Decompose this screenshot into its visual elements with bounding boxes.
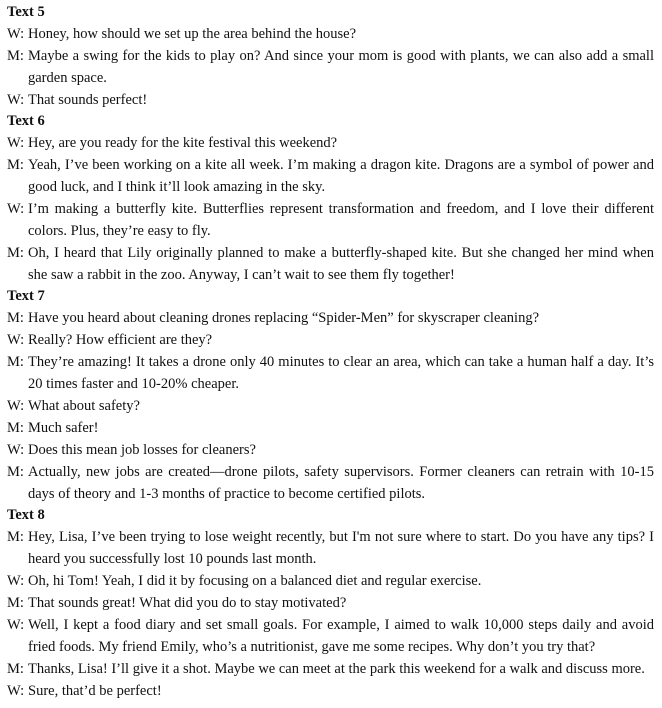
dialogue-line — [7, 45, 654, 89]
speaker-label: W: — [7, 617, 25, 633]
dialogue-line — [7, 89, 654, 111]
speaker-label: M: — [7, 661, 24, 677]
utterance-text: Actually, new jobs are created—drone pilots, safety supervisors. Former cleaners can retrain with 10-15 days of theory and 1-3 months of practice to become certified pilots. — [28, 464, 654, 502]
speaker-label: W: — [7, 92, 25, 108]
utterance-text: That sounds great! What did you do to stay motivated? — [28, 595, 347, 611]
utterance-text: Does this mean job losses for cleaners? — [28, 442, 256, 458]
speaker-label: M: — [7, 420, 24, 436]
speaker-label: M: — [7, 48, 24, 64]
speaker-label: M: — [7, 354, 24, 370]
speaker-label: M: — [7, 245, 24, 261]
dialogue-section — [7, 111, 654, 286]
utterance-text: Really? How efficient are they? — [28, 332, 213, 348]
utterance-text: They’re amazing! It takes a drone only 40 minutes to clear an area, which can take a human half a day. It’s 20 times faster and 10-20% cheaper. — [28, 354, 654, 392]
dialogue-line — [7, 592, 654, 614]
dialogue-line — [7, 198, 654, 242]
speaker-label: W: — [7, 573, 25, 589]
utterance-text: That sounds perfect! — [28, 92, 148, 108]
dialogue-section — [7, 505, 654, 702]
dialogue-line — [7, 461, 654, 505]
utterance-text: Maybe a swing for the kids to play on? And since your mom is good with plants, we can also add a small garden space. — [28, 48, 654, 86]
utterance-text: Thanks, Lisa! I’ll give it a shot. Maybe we can meet at the park this weekend for a walk and discuss more. — [28, 661, 645, 677]
speaker-label: M: — [7, 529, 24, 545]
dialogue-line — [7, 570, 654, 592]
speaker-label: W: — [7, 201, 25, 217]
utterance-text: Hey, Lisa, I’ve been trying to lose weight recently, but I'm not sure where to start. Do you have any tips? I heard you successfully lost 10 pounds last month. — [28, 529, 654, 567]
utterance-text: Oh, hi Tom! Yeah, I did it by focusing on a balanced diet and regular exercise. — [28, 573, 482, 589]
speaker-label: W: — [7, 332, 25, 348]
section-heading: Text 5 — [7, 4, 45, 20]
speaker-label: M: — [7, 595, 24, 611]
dialogue-section — [7, 2, 654, 111]
speaker-label: W: — [7, 26, 25, 42]
dialogue-section — [7, 286, 654, 505]
utterance-text: Have you heard about cleaning drones replacing “Spider-Men” for skyscraper cleaning? — [28, 310, 540, 326]
utterance-text: Well, I kept a food diary and set small goals. For example, I aimed to walk 10,000 steps daily and avoid fried foods. My friend Emily, who’s a nutritionist, gave me some recipes. Why don’t you try that? — [28, 617, 654, 655]
speaker-label: W: — [7, 442, 25, 458]
speaker-label: W: — [7, 683, 25, 699]
dialogue-line — [7, 439, 654, 461]
dialogue-line — [7, 132, 654, 154]
speaker-label: W: — [7, 135, 25, 151]
utterance-text: Sure, that’d be perfect! — [28, 683, 162, 699]
section-heading: Text 7 — [7, 288, 45, 304]
dialogue-line — [7, 329, 654, 351]
speaker-label: W: — [7, 398, 25, 414]
section-heading: Text 6 — [7, 113, 45, 129]
speaker-label: M: — [7, 157, 24, 173]
dialogue-line — [7, 526, 654, 570]
dialogue-line — [7, 351, 654, 395]
dialogue-line — [7, 680, 654, 702]
section-heading: Text 8 — [7, 507, 45, 523]
utterance-text: What about safety? — [28, 398, 140, 414]
utterance-text: Honey, how should we set up the area behind the house? — [28, 26, 357, 42]
dialogue-line — [7, 658, 654, 680]
dialogue-line — [7, 395, 654, 417]
dialogue-line — [7, 23, 654, 45]
utterance-text: Hey, are you ready for the kite festival this weekend? — [28, 135, 338, 151]
utterance-text: Yeah, I’ve been working on a kite all week. I’m making a dragon kite. Dragons are a symbol of power and good luck, and I think it’ll look amazing in the sky. — [28, 157, 654, 195]
utterance-text: I’m making a butterfly kite. Butterflies represent transformation and freedom, and I love their different colors. Plus, they’re easy to fly. — [28, 201, 654, 239]
speaker-label: M: — [7, 310, 24, 326]
utterance-text: Much safer! — [28, 420, 99, 436]
dialogue-line — [7, 417, 654, 439]
dialogue-line — [7, 307, 654, 329]
dialogue-line — [7, 614, 654, 658]
dialogue-line — [7, 242, 654, 286]
speaker-label: M: — [7, 464, 24, 480]
utterance-text: Oh, I heard that Lily originally planned to make a butterfly-shaped kite. But she changed her mind when she saw a rabbit in the zoo. Anyway, I can’t wait to see them fly together! — [28, 245, 654, 283]
dialogue-line — [7, 154, 654, 198]
